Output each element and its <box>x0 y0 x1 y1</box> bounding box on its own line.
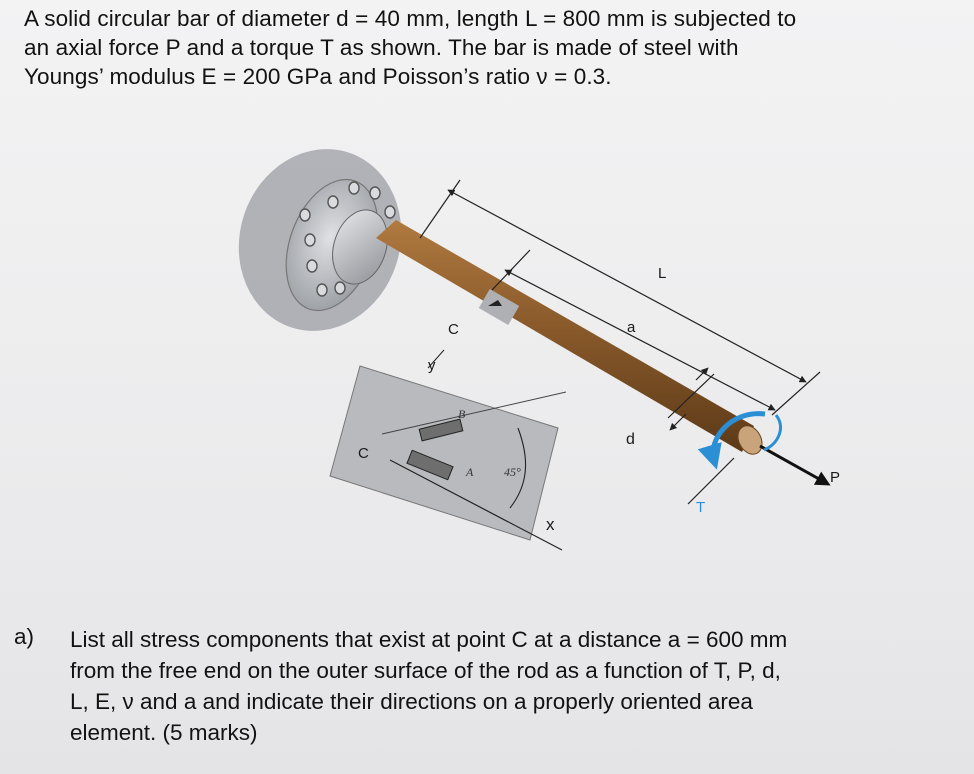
label-y: y <box>428 357 436 374</box>
question-line-2: from the free end on the outer surface of the rod as a function of T, P, d, <box>70 658 781 683</box>
question-line-1 <box>70 624 956 655</box>
label-t: T <box>696 499 706 516</box>
bar-figure <box>230 110 870 570</box>
label-x: x <box>546 515 555 534</box>
question-text <box>70 624 956 748</box>
problem-line-3: Youngs’ modulus E = 200 GPa and Poisson’s ratio ν = 0.3. <box>24 64 612 89</box>
label-c-element: C <box>358 445 369 462</box>
label-L: L <box>658 265 667 282</box>
label-p: P <box>830 469 841 486</box>
label-c-bar: C <box>448 321 459 338</box>
question-line-1-text: List all stress components that exist at point C at a distance a = 600 mm <box>70 627 788 652</box>
problem-statement <box>24 4 954 91</box>
axial-force-arrow <box>760 446 828 484</box>
question-line-4: element. (5 marks) <box>70 720 258 745</box>
label-angle: 45° <box>504 465 521 479</box>
label-a-gage: A <box>466 465 474 479</box>
label-b: B <box>458 407 466 421</box>
problem-line-2: an axial force P and a torque T as shown. The bar is made of steel with <box>24 35 739 60</box>
question-line-3: L, E, ν and a and indicate their directions on a properly oriented area <box>70 689 753 714</box>
label-d: d <box>626 431 635 448</box>
problem-line-1: A solid circular bar of diameter d = 40 mm, length L = 800 mm is subjected to <box>24 6 797 31</box>
question-label: a) <box>14 624 35 649</box>
label-a: a <box>627 319 636 336</box>
